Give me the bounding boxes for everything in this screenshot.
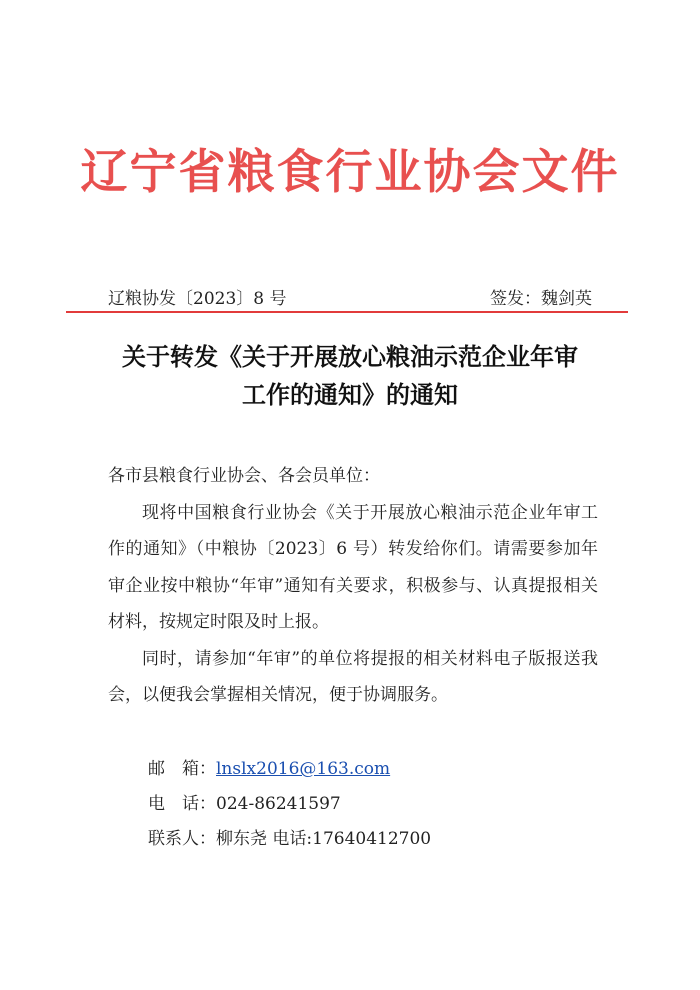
notice-title [0, 338, 700, 414]
red-divider-rule [66, 311, 628, 313]
body-paragraph-2: 同时，请参加“年审”的单位将提报的相关材料电子版报送我会，以便我会掌握相关情况，便于协调服务。 [108, 648, 598, 705]
contact-label: 联系人： [148, 829, 216, 849]
contact-person-info: 柳东尧 电话:17640412700 [216, 829, 432, 849]
contact-block [148, 752, 431, 857]
email-link[interactable]: lnslx2016@163.com [216, 759, 391, 779]
contact-person-row [148, 822, 431, 857]
notice-title-line-2: 工作的通知》的通知 [242, 381, 458, 409]
document-meta-row [108, 286, 592, 312]
phone-number: 024-86241597 [216, 794, 341, 814]
phone-row [148, 787, 431, 822]
salutation: 各市县粮食行业协会、各会员单位： [108, 466, 380, 486]
issuer-header-title: 辽宁省粮食行业协会文件 [80, 145, 620, 200]
notice-body [108, 458, 598, 714]
phone-label: 电 话： [148, 794, 216, 814]
email-row [148, 752, 431, 787]
document-number: 辽粮协发〔2023〕8 号 [108, 289, 287, 309]
signer: 签发：魏剑英 [490, 289, 592, 309]
body-paragraph-1: 现将中国粮食行业协会《关于开展放心粮油示范企业年审工作的通知》（中粮协〔2023〕6 号）转发给你们。请需要参加年审企业按中粮协“年审”通知有关要求，积极参与、认真提报相关材料，按规定时限及时上报。 [108, 502, 598, 632]
email-label: 邮 箱： [148, 759, 216, 779]
notice-title-line-1: 关于转发《关于开展放心粮油示范企业年审 [122, 343, 578, 371]
